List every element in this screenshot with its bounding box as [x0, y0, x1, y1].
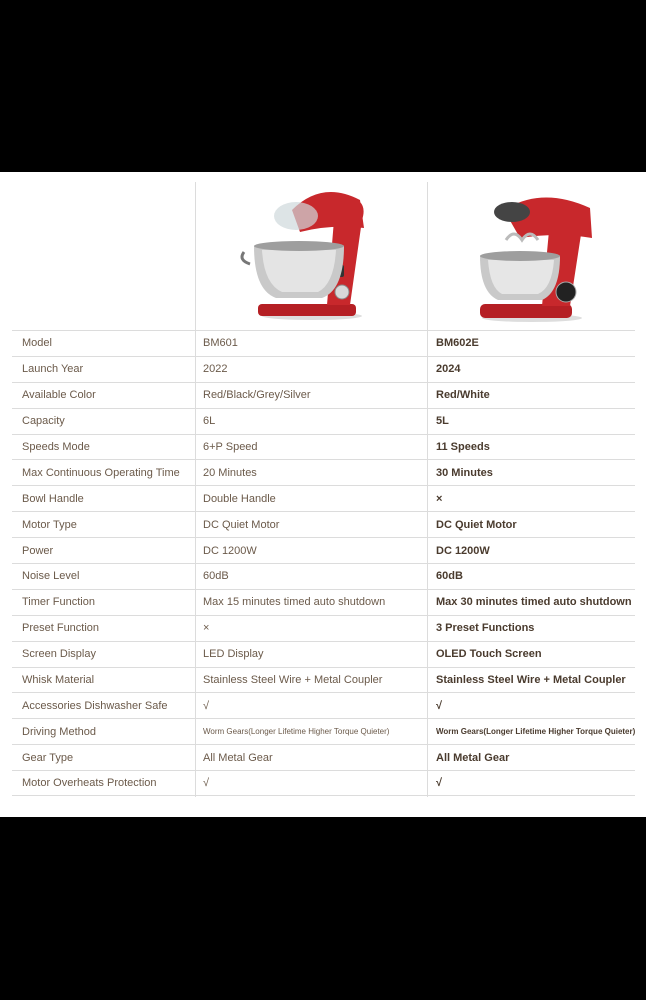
- bm601-value: 2022: [203, 363, 228, 376]
- comparison-sheet: [0, 172, 646, 817]
- bm602e-value: DC 1200W: [436, 544, 490, 557]
- bm602e-value: 30 Minutes: [436, 466, 493, 479]
- bm602e-value: BM602E: [436, 337, 479, 350]
- bm601-value: All Metal Gear: [203, 751, 273, 764]
- table-row: [12, 770, 635, 796]
- spec-label: Whisk Material: [22, 674, 95, 687]
- table-row: [12, 589, 635, 615]
- spec-label: Gear Type: [22, 751, 74, 764]
- spec-label: Motor Overheats Protection: [22, 777, 157, 790]
- spec-label: Motor Type: [22, 518, 77, 531]
- table-row: [12, 459, 635, 485]
- bm601-value: Max 15 minutes timed auto shutdown: [203, 596, 386, 609]
- table-row: [12, 692, 635, 718]
- table-row: [12, 511, 635, 537]
- spec-label: Preset Function: [22, 622, 100, 635]
- bm601-value: 6L: [203, 415, 216, 428]
- bm601-value: BM601: [203, 337, 238, 350]
- bm601-value: Stainless Steel Wire + Metal Coupler: [203, 674, 383, 687]
- table-row: [12, 641, 635, 667]
- bm602e-value: 2024: [436, 363, 461, 376]
- bm602e-value: 5L: [436, 415, 449, 428]
- table-row: [12, 615, 635, 641]
- spec-label: Bowl Handle: [22, 492, 84, 505]
- spec-label: Speeds Mode: [22, 441, 90, 453]
- bm601-value: DC 1200W: [203, 544, 257, 557]
- product-image-bm602e: [462, 180, 612, 330]
- bm602e-value: DC Quiet Motor: [436, 518, 517, 531]
- product-image-bm601: [232, 180, 382, 330]
- spec-label: Model: [22, 337, 52, 350]
- bm602e-value: 3 Preset Functions: [436, 622, 535, 635]
- spec-label: Power: [22, 544, 54, 557]
- bm601-value: LED Display: [203, 648, 264, 661]
- table-row: [12, 330, 635, 356]
- spec-label: Capacity: [22, 415, 65, 428]
- bm602e-value: All Metal Gear: [436, 751, 510, 764]
- spec-label: Driving Method: [22, 725, 96, 738]
- bm601-value: 6+P Speed: [203, 441, 258, 453]
- bm601-value: Double Handle: [203, 492, 276, 505]
- table-row: [12, 718, 635, 744]
- bm601-value: Worm Gears(Longer Lifetime Higher Torque Quieter): [203, 727, 390, 737]
- spec-label: Max Continuous Operating Time: [22, 466, 180, 479]
- bm602e-value: Worm Gears(Longer Lifetime Higher Torque Quieter): [436, 727, 636, 737]
- bm602e-value: Max 30 minutes timed auto shutdown: [436, 596, 632, 609]
- table-row: [12, 356, 635, 382]
- table-row: [12, 744, 635, 770]
- bm602e-value: √: [436, 699, 443, 712]
- bm601-value: √: [203, 699, 210, 712]
- bm602e-value: Red/White: [436, 389, 490, 402]
- spec-label: Screen Display: [22, 648, 96, 661]
- spec-label: Timer Function: [22, 596, 95, 609]
- table-row: [12, 382, 635, 408]
- bm601-value: DC Quiet Motor: [203, 518, 280, 531]
- bm601-value: 20 Minutes: [203, 466, 257, 479]
- bm602e-value: 60dB: [436, 570, 463, 583]
- bm601-value: Red/Black/Grey/Silver: [203, 389, 311, 402]
- bm601-value: 60dB: [203, 570, 229, 583]
- table-row: [12, 563, 635, 589]
- table-row: [12, 537, 635, 563]
- table-row: [12, 408, 635, 434]
- spec-label: Available Color: [22, 389, 96, 402]
- bm601-value: √: [203, 777, 210, 790]
- spec-label: Launch Year: [22, 363, 84, 376]
- bm602e-value: Stainless Steel Wire + Metal Coupler: [436, 674, 626, 687]
- spec-table: [12, 330, 635, 796]
- bm602e-value: OLED Touch Screen: [436, 648, 542, 661]
- bm602e-value: 11 Speeds: [436, 441, 490, 453]
- spec-label: Noise Level: [22, 570, 80, 583]
- table-row: [12, 485, 635, 511]
- table-row: [12, 667, 635, 693]
- bm602e-value: √: [436, 777, 443, 790]
- table-row: [12, 434, 635, 460]
- bm601-value: ×: [203, 622, 210, 635]
- bm602e-value: ×: [436, 492, 443, 505]
- spec-label: Accessories Dishwasher Safe: [22, 699, 168, 712]
